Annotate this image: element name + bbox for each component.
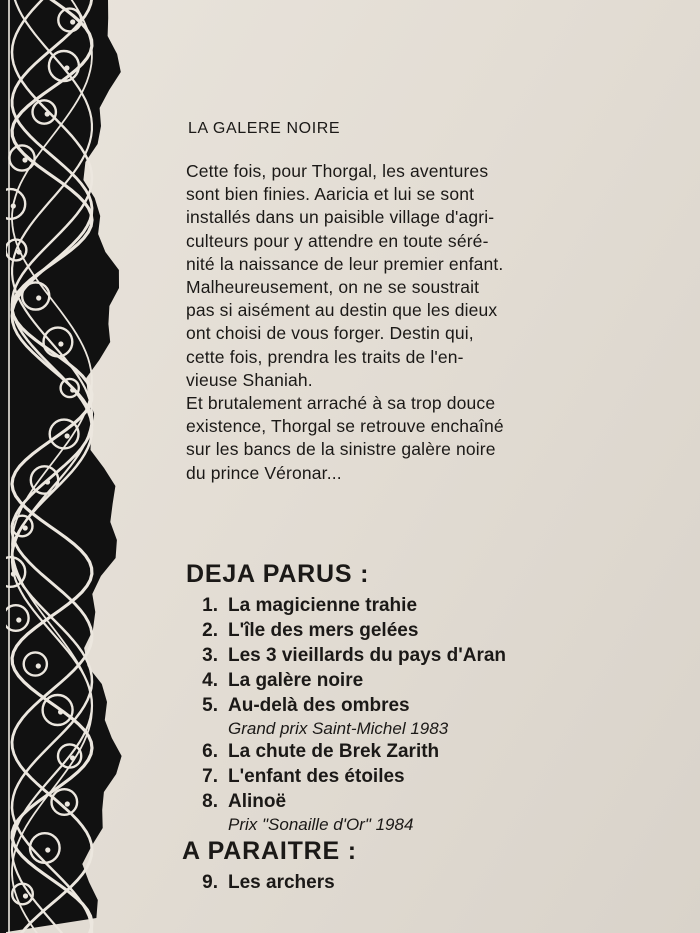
- list-item: [190, 643, 610, 668]
- list-item: [190, 764, 610, 789]
- item-number: 7.: [202, 766, 218, 787]
- item-number: 4.: [202, 670, 218, 691]
- item-number: 9.: [202, 872, 218, 893]
- summary-line: cette fois, prendra les traits de l'en-: [186, 346, 464, 367]
- list-item: [190, 789, 610, 814]
- list-item: [190, 593, 610, 618]
- summary-line: du prince Véronar...: [186, 462, 342, 483]
- summary-line: existence, Thorgal se retrouve enchaîné: [186, 416, 504, 437]
- award-note: Grand prix Saint-Michel 1983: [228, 719, 449, 738]
- summary-line: Malheureusement, on ne se soustrait: [186, 277, 480, 298]
- list-item: [190, 668, 610, 693]
- summary-line: installés dans un paisible village d'agri-: [186, 207, 495, 228]
- forthcoming-list: [190, 870, 610, 895]
- item-number: 8.: [202, 791, 218, 812]
- item-number: 3.: [202, 645, 218, 666]
- list-item: [190, 870, 610, 895]
- summary-line: vieuse Shaniah.: [186, 369, 313, 390]
- item-number: 5.: [202, 695, 218, 716]
- summary-line: ont choisi de vous forger. Destin qui,: [186, 323, 474, 344]
- book-title: LA GALERE NOIRE: [188, 120, 341, 137]
- item-number: 2.: [202, 620, 218, 641]
- forthcoming-heading: A PARAITRE :: [182, 837, 357, 865]
- already-published-heading: DEJA PARUS :: [186, 560, 370, 588]
- item-number: 6.: [202, 741, 218, 762]
- item-title: La chute de Brek Zarith: [228, 741, 440, 762]
- item-title: L'enfant des étoiles: [228, 766, 405, 787]
- item-title: La magicienne trahie: [228, 595, 418, 616]
- award-note: Prix "Sonaille d'Or" 1984: [228, 815, 414, 834]
- summary-line: sur les bancs de la sinistre galère noire: [186, 439, 496, 460]
- item-title: Au-delà des ombres: [228, 695, 410, 716]
- item-title: Les archers: [228, 872, 335, 893]
- summary-line: Cette fois, pour Thorgal, les aventures: [186, 161, 489, 181]
- list-item: [190, 739, 610, 764]
- list-item: [190, 618, 610, 643]
- list-item: [190, 693, 610, 718]
- item-title: La galère noire: [228, 670, 364, 691]
- item-title: Les 3 vieillards du pays d'Aran: [228, 645, 507, 666]
- summary-line: nité la naissance de leur premier enfant.: [186, 253, 504, 274]
- book-summary: [186, 160, 616, 485]
- summary-line: sont bien finies. Aaricia et lui se sont: [186, 184, 475, 205]
- item-number: 1.: [202, 595, 218, 616]
- already-published-list: [190, 593, 610, 835]
- summary-line: pas si aisément au destin que les dieux: [186, 300, 498, 321]
- item-title: L'île des mers gelées: [228, 620, 419, 641]
- item-title: Alinoë: [228, 791, 287, 812]
- summary-line: Et brutalement arraché à sa trop douce: [186, 393, 496, 414]
- summary-line: culteurs pour y attendre en toute séré-: [186, 230, 489, 251]
